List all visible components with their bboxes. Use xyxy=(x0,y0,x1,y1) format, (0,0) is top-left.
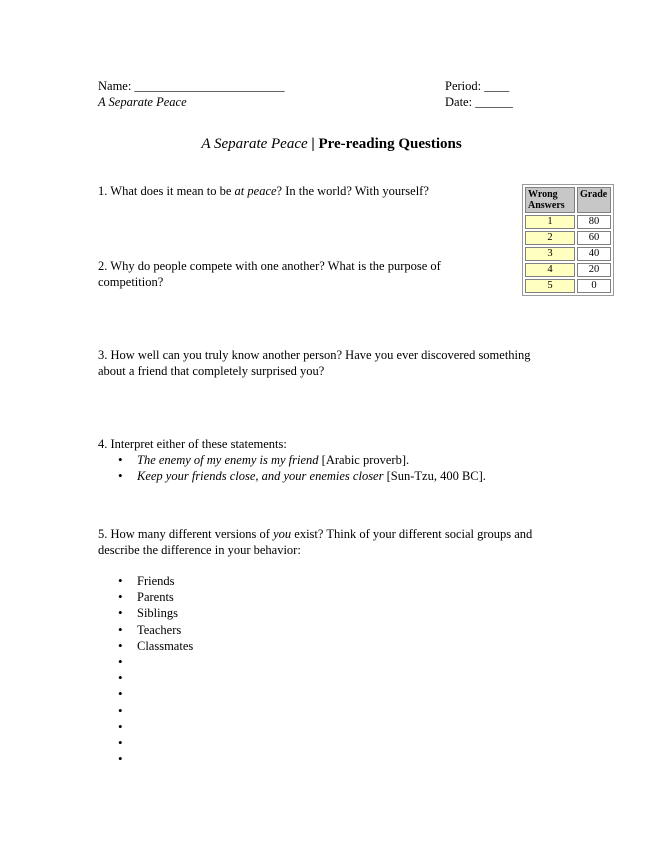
title-rest: | Pre-reading Questions xyxy=(307,136,462,152)
q3-line-2: about a friend that completely surprised you? xyxy=(98,364,325,378)
q4-statement-list xyxy=(118,452,486,484)
page-title xyxy=(0,136,663,153)
period-field-label: Period: ____ xyxy=(445,79,510,93)
q2-line-1: 2. Why do people compete with one another? What is the purpose of xyxy=(98,259,441,273)
q1-emphasis: at peace xyxy=(234,184,277,198)
table-row xyxy=(525,247,611,261)
table-row xyxy=(525,215,611,229)
q4-intro: 4. Interpret either of these statements: xyxy=(98,437,287,451)
q3-line-1: 3. How well can you truly know another person? Have you ever discovered something xyxy=(98,348,531,362)
grade-cell: 20 xyxy=(577,263,611,277)
q5-line-2: describe the difference in your behavior: xyxy=(98,543,301,557)
list-item xyxy=(118,703,193,719)
list-item xyxy=(118,654,193,670)
wrong-cell: 2 xyxy=(525,231,575,245)
table-row xyxy=(525,263,611,277)
q5-group-list xyxy=(118,573,193,767)
list-item xyxy=(118,751,193,767)
question-2 xyxy=(98,258,441,290)
list-item: • Teachers xyxy=(118,622,193,638)
list-item: • Friends xyxy=(118,573,193,589)
col-wrong-answers: Wrong Answers xyxy=(525,187,575,213)
q4-quote-2: Keep your friends close, and your enemies closer xyxy=(137,469,384,484)
wrong-cell: 4 xyxy=(525,263,575,277)
list-item: • Siblings xyxy=(118,605,193,621)
table-row xyxy=(525,231,611,245)
q5-text-c: exist? Think of your different social groups and xyxy=(291,527,533,541)
question-4 xyxy=(98,436,287,452)
grade-cell: 80 xyxy=(577,215,611,229)
grade-table xyxy=(522,184,614,296)
grade-cell: 60 xyxy=(577,231,611,245)
q4-source-2: [Sun-Tzu, 400 BC]. xyxy=(383,469,486,484)
name-field-label: Name: ________________________ xyxy=(98,79,285,93)
col-grade: Grade xyxy=(577,187,611,213)
table-row xyxy=(525,279,611,293)
grade-cell: 0 xyxy=(577,279,611,293)
wrong-cell: 5 xyxy=(525,279,575,293)
wrong-cell: 3 xyxy=(525,247,575,261)
question-1 xyxy=(98,183,429,199)
question-3 xyxy=(98,347,531,379)
list-item xyxy=(118,452,486,468)
wrong-cell: 1 xyxy=(525,215,575,229)
q1-text-a: 1. What does it mean to be xyxy=(98,184,235,198)
q5-text-a: 5. How many different versions of xyxy=(98,527,274,541)
q5-emphasis: you xyxy=(273,527,292,541)
list-item xyxy=(118,719,193,735)
list-item xyxy=(118,670,193,686)
list-item xyxy=(118,735,193,751)
list-item: • Classmates xyxy=(118,638,193,654)
list-item xyxy=(118,686,193,702)
q2-line-2: competition? xyxy=(98,275,164,289)
grade-cell: 40 xyxy=(577,247,611,261)
q4-quote-1: The enemy of my enemy is my friend xyxy=(137,453,319,467)
date-field-label: Date: ______ xyxy=(445,95,513,109)
question-5 xyxy=(98,526,532,558)
book-title-header: A Separate Peace xyxy=(98,95,187,109)
list-item: • Parents xyxy=(118,589,193,605)
q1-text-c: ? In the world? With yourself? xyxy=(276,184,429,198)
q4-source-1: [Arabic proverb]. xyxy=(318,453,410,467)
title-book: A Separate Peace xyxy=(201,136,308,152)
list-item xyxy=(118,468,486,484)
